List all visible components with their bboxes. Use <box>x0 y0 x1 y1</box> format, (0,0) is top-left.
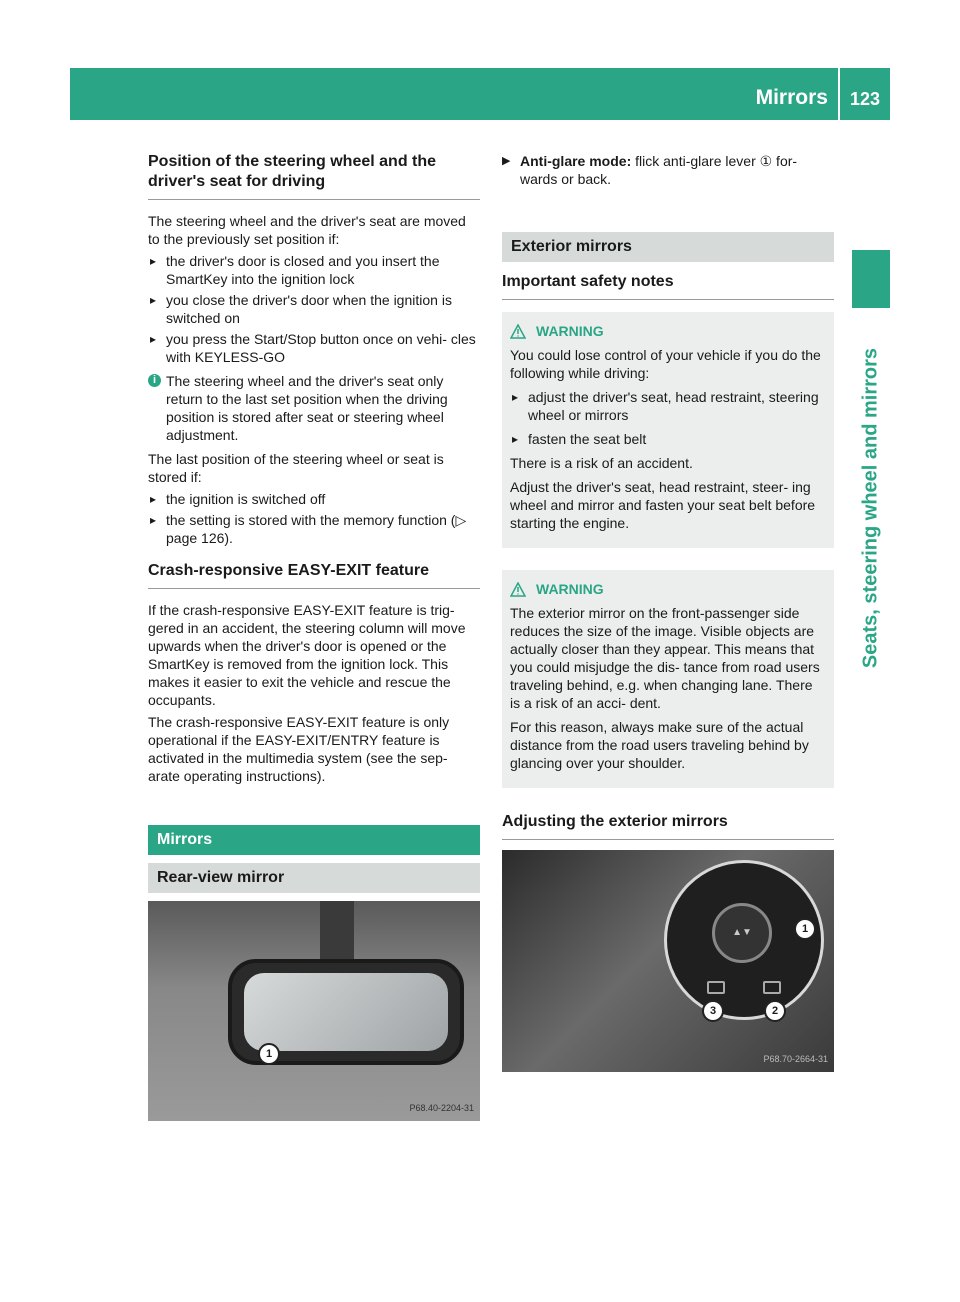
header-bar <box>70 68 890 120</box>
figure-code: P68.70-2664-31 <box>763 1054 828 1064</box>
section-bar-mirrors: Mirrors <box>148 825 480 855</box>
callout-1: 1 <box>258 1043 280 1065</box>
action-label: Anti-glare mode: <box>520 153 632 169</box>
paragraph: For this reason, always make sure of the actual distance from the road users traveling behind by glancing over your shoulder. <box>510 719 809 771</box>
control-panel-zoom <box>664 860 824 1020</box>
bullet-list <box>148 490 480 547</box>
rear-view-mirror-illustration <box>148 901 480 1121</box>
list-item: ▸ the driver's door is closed and you insert the SmartKey into the ignition lock <box>148 252 480 288</box>
section-title-steering-position: Position of the steering wheel and the driver's seat for driving <box>148 152 480 200</box>
paragraph: There is a risk of an accident. <box>510 455 693 471</box>
paragraph: The crash-responsive EASY-EXIT feature is only operational if the EASY-EXIT/ENTRY feature is activated in the multimedia system (see the sep- arate operating instructions). <box>148 714 450 784</box>
info-icon: i <box>148 374 161 387</box>
page-number: 123 <box>849 89 880 109</box>
mirror-adjust-knob: ▲▼ <box>712 903 772 963</box>
info-note-text: The steering wheel and the driver's seat only return to the last set position when the driving position is stored after seat or steering wheel adjustment. <box>166 373 448 443</box>
warning-box <box>502 570 834 788</box>
warning-icon <box>510 582 526 597</box>
chapter-tab <box>852 250 890 308</box>
paragraph: Adjust the driver's seat, head restraint, steer- ing wheel and mirror and fasten your seat belt before starting the engine. <box>510 479 816 531</box>
list-item: ▸ the setting is stored with the memory function (▷ page 126). <box>148 511 480 547</box>
warning-label: WARNING <box>536 323 604 339</box>
header-title: Mirrors <box>755 86 828 109</box>
paragraph: The last position of the steering wheel or seat is stored if: <box>148 451 444 485</box>
bullet-list <box>148 252 480 366</box>
left-column <box>148 152 480 1121</box>
right-mirror-button <box>763 981 781 994</box>
mirror-mount <box>320 901 354 963</box>
right-column <box>502 152 834 1072</box>
chapter-label: Seats, steering wheel and mirrors <box>859 347 882 669</box>
mirror-glass <box>244 973 448 1051</box>
figure-code: P68.40-2204-31 <box>409 1103 474 1113</box>
section-title-safety-notes: Important safety notes <box>502 272 834 300</box>
section-title-easy-exit: Crash-responsive EASY-EXIT feature <box>148 561 480 589</box>
list-item: ▸ you close the driver's door when the ignition is switched on <box>148 291 480 327</box>
callout-1: 1 <box>794 918 816 940</box>
list-item: ▸ you press the Start/Stop button once on vehi- cles with KEYLESS-GO <box>148 330 480 366</box>
action-text: flick anti-glare lever ① for- wards or back. <box>520 153 798 187</box>
callout-2: 2 <box>764 1000 786 1022</box>
subsection-bar-rear-view-mirror: Rear-view mirror <box>148 863 480 893</box>
list-item: ▸ adjust the driver's seat, head restraint, steering wheel or mirrors <box>510 388 826 424</box>
warning-header <box>510 322 826 340</box>
left-mirror-button <box>707 981 725 994</box>
warning-label: WARNING <box>536 581 604 597</box>
exterior-mirror-controls-illustration <box>502 850 834 1072</box>
section-title-adjusting-mirrors: Adjusting the exterior mirrors <box>502 812 834 840</box>
subsection-bar-exterior-mirrors: Exterior mirrors <box>502 232 834 262</box>
list-item: ▸ the ignition is switched off <box>148 490 480 508</box>
action-instruction <box>502 152 834 188</box>
paragraph: If the crash-responsive EASY-EXIT feature is trig- gered in an accident, the steering column will move upwards when the driver's door is opened or the SmartKey is removed from the ignition lock. This makes it easier to exit the vehicle and rescue the occupants. <box>148 602 466 708</box>
warning-box <box>502 312 834 548</box>
paragraph: The exterior mirror on the front-passenger side reduces the size of the image. Visible objects are actually closer than they appear. This means that you could misjudge the dis- tance from road users traveling behind, e.g. when changing lane. There is a risk of an acci- dent. <box>510 605 820 711</box>
callout-3: 3 <box>702 1000 724 1022</box>
list-item: ▸ fasten the seat belt <box>510 430 826 448</box>
bullet-list <box>510 388 826 448</box>
paragraph: You could lose control of your vehicle if you do the following while driving: <box>510 347 821 381</box>
warning-header <box>510 580 826 598</box>
info-note <box>148 372 480 444</box>
paragraph: The steering wheel and the driver's seat are moved to the previously set position if: <box>148 213 466 247</box>
warning-icon <box>510 324 526 339</box>
